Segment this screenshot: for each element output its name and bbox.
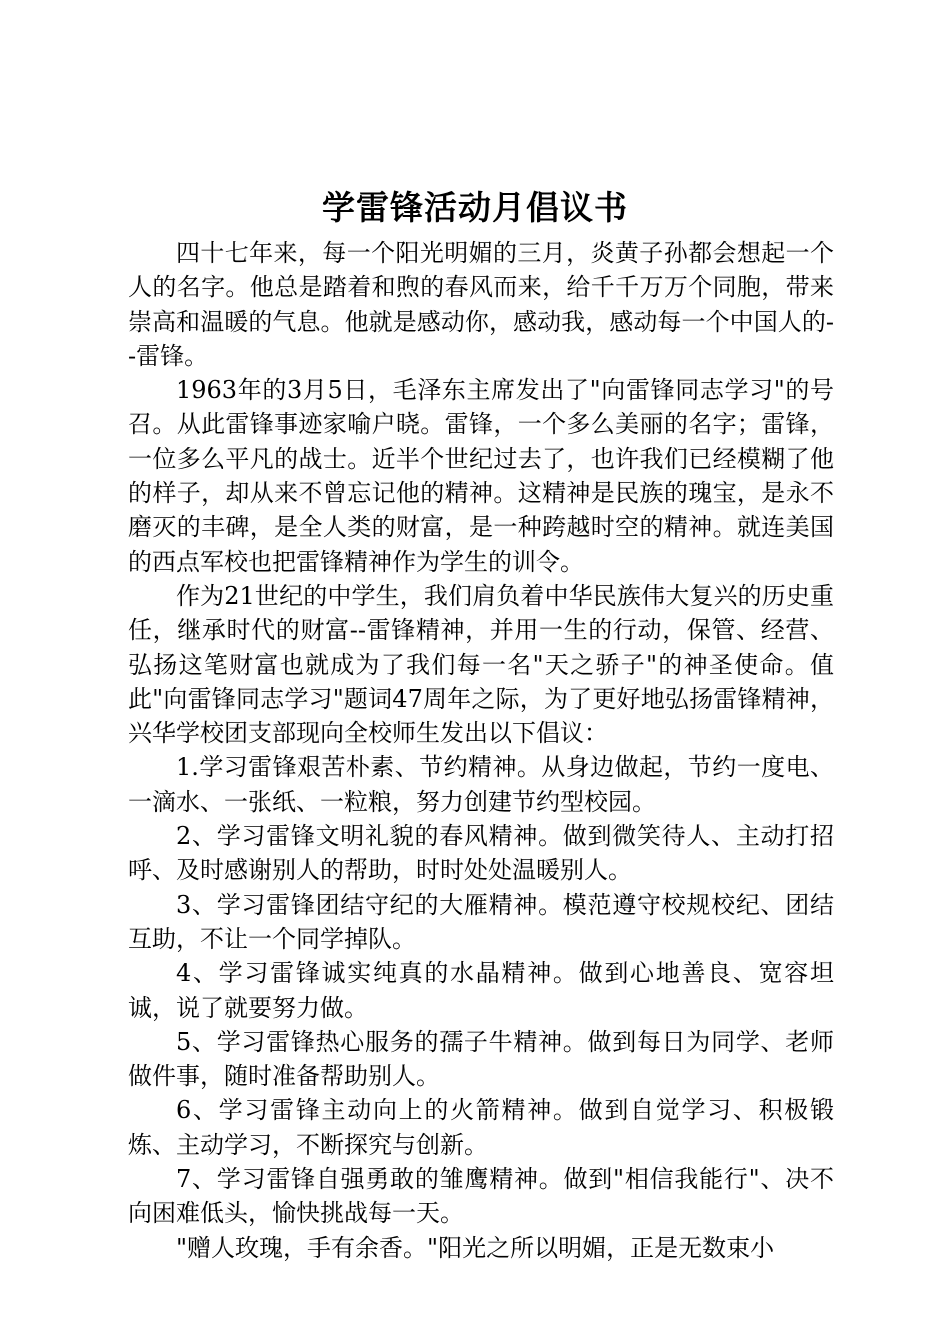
paragraph-mission: 作为21世纪的中学生，我们肩负着中华民族伟大复兴的历史重任，继承时代的财富--雷锋精神，并用一生的行动，保管、经营、弘扬这笔财富也就成为了我们每一名"天之骄子"的神圣使命。值此"向雷锋同志学习"题词47周年之际，为了更好地弘扬雷锋精神，兴华学校团支部现向全校师生发出以下倡议：	[128, 581, 834, 748]
proposal-item-1: 1.学习雷锋艰苦朴素、节约精神。从身边做起，节约一度电、一滴水、一张纸、一粒粮，努力创建节约型校园。	[128, 753, 834, 816]
proposal-item-3: 3、学习雷锋团结守纪的大雁精神。模范遵守校规校纪、团结互助，不让一个同学掉队。	[128, 890, 834, 953]
proposal-item-2: 2、学习雷锋文明礼貌的春风精神。做到微笑待人、主动打招呼、及时感谢别人的帮助，时时处处温暖别人。	[128, 822, 834, 885]
paragraph-history: 1963年的3月5日，毛泽东主席发出了"向雷锋同志学习"的号召。从此雷锋事迹家喻户晓。雷锋，一个多么美丽的名字；雷锋，一位多么平凡的战士。近半个世纪过去了，也许我们已经模糊了他的样子，却从来不曾忘记他的精神。这精神是民族的瑰宝，是永不磨灭的丰碑，是全人类的财富，是一种跨越时空的精神。就连美国的西点军校也把雷锋精神作为学生的训令。	[128, 376, 834, 576]
proposal-item-5: 5、学习雷锋热心服务的孺子牛精神。做到每日为同学、老师做件事，随时准备帮助别人。	[128, 1027, 834, 1091]
proposal-item-4: 4、学习雷锋诚实纯真的水晶精神。做到心地善良、宽容坦诚，说了就要努力做。	[128, 959, 834, 1022]
paragraph-closing: "赠人玫瑰，手有余香。"阳光之所以明媚，正是无数束小	[176, 1233, 775, 1262]
proposal-item-7: 7、学习雷锋自强勇敢的雏鹰精神。做到"相信我能行"、决不向困难低头，愉快挑战每一天。	[128, 1165, 834, 1228]
document-title: 学雷锋活动月倡议书	[322, 188, 628, 227]
proposal-item-6: 6、学习雷锋主动向上的火箭精神。做到自觉学习、积极锻炼、主动学习，不断探究与创新。	[128, 1096, 834, 1159]
document-body	[128, 236, 834, 1265]
paragraph-intro: 四十七年来，每一个阳光明媚的三月，炎黄子孙都会想起一个人的名字。他总是踏着和煦的春风而来，给千千万万个同胞，带来崇高和温暖的气息。他就是感动你，感动我，感动每一个中国人的--雷锋。	[128, 239, 834, 370]
